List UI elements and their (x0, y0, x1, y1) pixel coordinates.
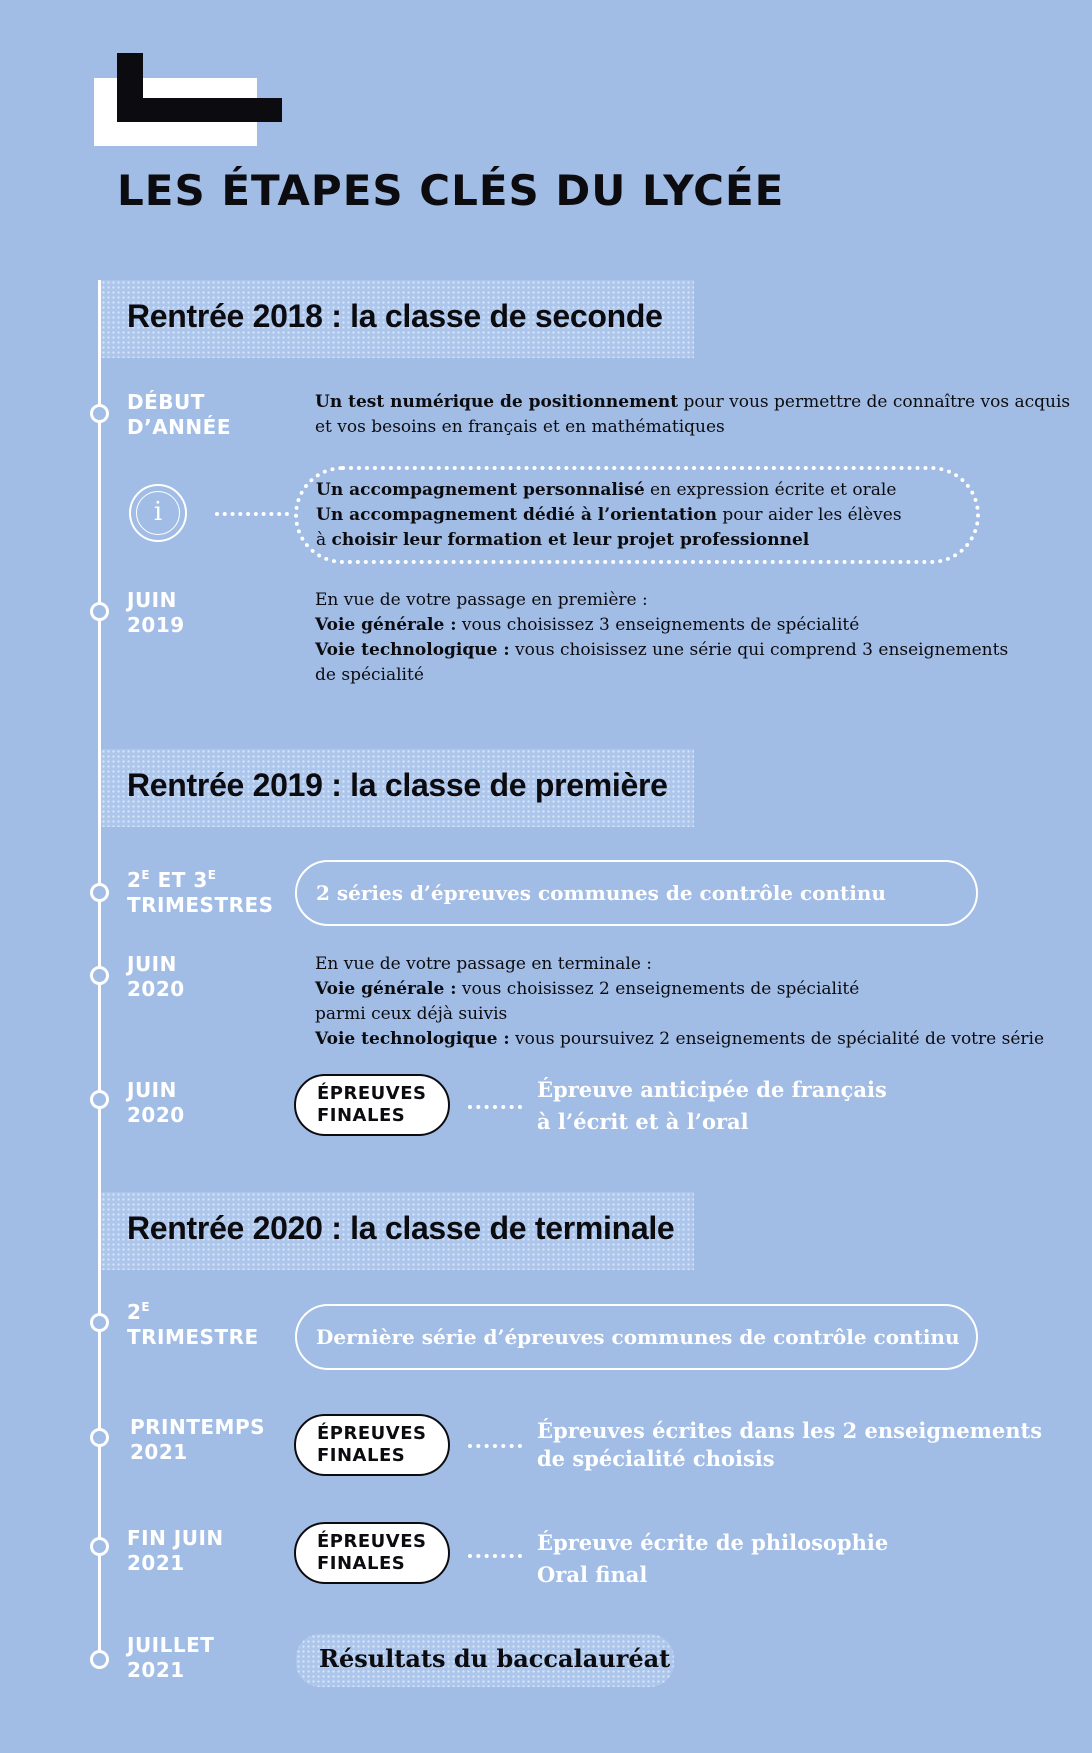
text: 2 (127, 868, 142, 892)
badge-line: FINALES (317, 1105, 406, 1126)
final-exams-badge (294, 1414, 450, 1476)
bold-text: Voie générale : (315, 615, 457, 635)
step-label (130, 1415, 265, 1465)
exam-line: Épreuve anticipée de français (537, 1077, 887, 1102)
dotted-connector (215, 512, 289, 516)
text: vous poursuivez 2 enseignements de spécialité de votre série (509, 1029, 1045, 1049)
bold-text: choisir leur formation et leur projet professionnel (331, 530, 810, 550)
timeline-dot (90, 1650, 109, 1669)
step-label-line: D’ANNÉE (127, 415, 231, 439)
step-label-line: JUILLET (127, 1633, 215, 1657)
badge-text (317, 1423, 426, 1467)
step-label-line: JUIN (127, 952, 177, 976)
timeline-dot (90, 883, 109, 902)
text: En vue de votre passage en terminale : (315, 954, 653, 974)
section-title: Rentrée 2019 : la classe de première (127, 767, 668, 803)
section-header-seconde (101, 280, 694, 358)
superscript: E (141, 868, 151, 882)
step-label-line: TRIMESTRES (127, 893, 274, 917)
badge-line: FINALES (317, 1445, 406, 1466)
event-pill (295, 860, 978, 926)
bold-text: Un accompagnement dédié à l’orientation (316, 505, 717, 525)
step-label-line: JUIN (127, 1078, 177, 1102)
text: 2 (127, 1300, 142, 1324)
badge-text (317, 1083, 426, 1127)
logo-horizontal-bar (117, 98, 282, 122)
superscript: E (207, 868, 217, 882)
step-label-line: JUIN (127, 588, 177, 612)
info-icon-glyph: i (136, 491, 180, 535)
step-label-line: 2021 (127, 1658, 185, 1682)
step-label-line: FIN JUIN (127, 1526, 224, 1550)
bold-text: Un test numérique de positionnement (315, 392, 679, 412)
badge-line: ÉPREUVES (317, 1531, 427, 1552)
timeline-dot (90, 602, 109, 621)
timeline-dot (90, 404, 109, 423)
step-label-line: 2020 (127, 977, 185, 1001)
text: En vue de votre passage en première : (315, 590, 648, 610)
step-label (127, 390, 231, 440)
text: de spécialité (315, 665, 424, 685)
page-title: LES ÉTAPES CLÉS DU LYCÉE (117, 166, 785, 215)
section-header-premiere (101, 749, 694, 827)
exam-description (537, 1527, 888, 1591)
text: pour vous permettre de connaître vos acquis (678, 392, 1071, 412)
section-title: Rentrée 2018 : la classe de seconde (127, 298, 663, 334)
badge-line: ÉPREUVES (317, 1083, 427, 1104)
dotted-connector (468, 1554, 522, 1558)
step-description (315, 390, 1070, 440)
bold-text: Voie technologique : (315, 640, 510, 660)
step-label-line: 2020 (127, 1103, 185, 1127)
text: pour aider les élèves (716, 505, 902, 525)
final-exams-badge (294, 1074, 450, 1136)
timeline-dot (90, 1313, 109, 1332)
exam-line: à l’écrit et à l’oral (537, 1109, 749, 1134)
timeline-dot (90, 1537, 109, 1556)
badge-line: FINALES (317, 1553, 406, 1574)
step-description (315, 952, 1044, 1052)
section-header-terminale (101, 1192, 694, 1270)
exam-line: Oral final (537, 1562, 648, 1587)
step-label-line: 2021 (130, 1440, 188, 1464)
step-label (127, 1078, 185, 1128)
step-label-line: PRINTEMPS (130, 1415, 266, 1439)
bold-text: Un accompagnement personnalisé (316, 480, 645, 500)
timeline-dot (90, 966, 109, 985)
info-icon (129, 484, 187, 542)
dotted-connector (468, 1105, 522, 1109)
badge-line: ÉPREUVES (317, 1423, 427, 1444)
step-label-line: 2021 (127, 1551, 185, 1575)
section-title: Rentrée 2020 : la classe de terminale (127, 1210, 675, 1246)
timeline-dot (90, 1428, 109, 1447)
step-label-line: DÉBUT (127, 390, 205, 414)
event-pill (295, 1304, 978, 1370)
exam-line: Épreuves écrites dans les 2 enseignements (537, 1418, 1043, 1443)
step-label (127, 868, 274, 918)
bold-text: Voie générale : (315, 979, 457, 999)
final-exams-badge (294, 1522, 450, 1584)
step-label-line: TRIMESTRE (127, 1325, 259, 1349)
text: à (316, 530, 332, 550)
badge-text (317, 1531, 426, 1575)
step-label (127, 1633, 214, 1683)
bold-text: Voie technologique : (315, 1029, 510, 1049)
text: vous choisissez 3 enseignements de spécialité (456, 615, 860, 635)
step-label (127, 588, 185, 638)
text: parmi ceux déjà suivis (315, 1004, 508, 1024)
dotted-connector (468, 1444, 522, 1448)
text: en expression écrite et orale (644, 480, 897, 500)
text: et vos besoins en français et en mathématiques (315, 417, 725, 437)
step-label-line: 2019 (127, 613, 185, 637)
exam-line: Épreuve écrite de philosophie (537, 1530, 889, 1555)
text: vous choisissez une série qui comprend 3 enseignements (509, 640, 1009, 660)
accompaniment-text (316, 478, 902, 553)
results-box (296, 1634, 674, 1687)
pill-text: Dernière série d’épreuves communes de contrôle continu (316, 1325, 960, 1349)
timeline-dot (90, 1090, 109, 1109)
step-description (315, 588, 1008, 688)
exam-line: de spécialité choisis (537, 1446, 775, 1471)
step-label (127, 1300, 259, 1350)
exam-description (537, 1417, 1042, 1473)
text: vous choisissez 2 enseignements de spécialité (456, 979, 860, 999)
results-text: Résultats du baccalauréat (319, 1644, 671, 1673)
pill-text: 2 séries d’épreuves communes de contrôle continu (316, 881, 886, 905)
step-label (127, 1526, 224, 1576)
exam-description (537, 1074, 887, 1138)
text: ET 3 (150, 868, 208, 892)
step-label (127, 952, 185, 1002)
superscript: E (141, 1300, 151, 1314)
